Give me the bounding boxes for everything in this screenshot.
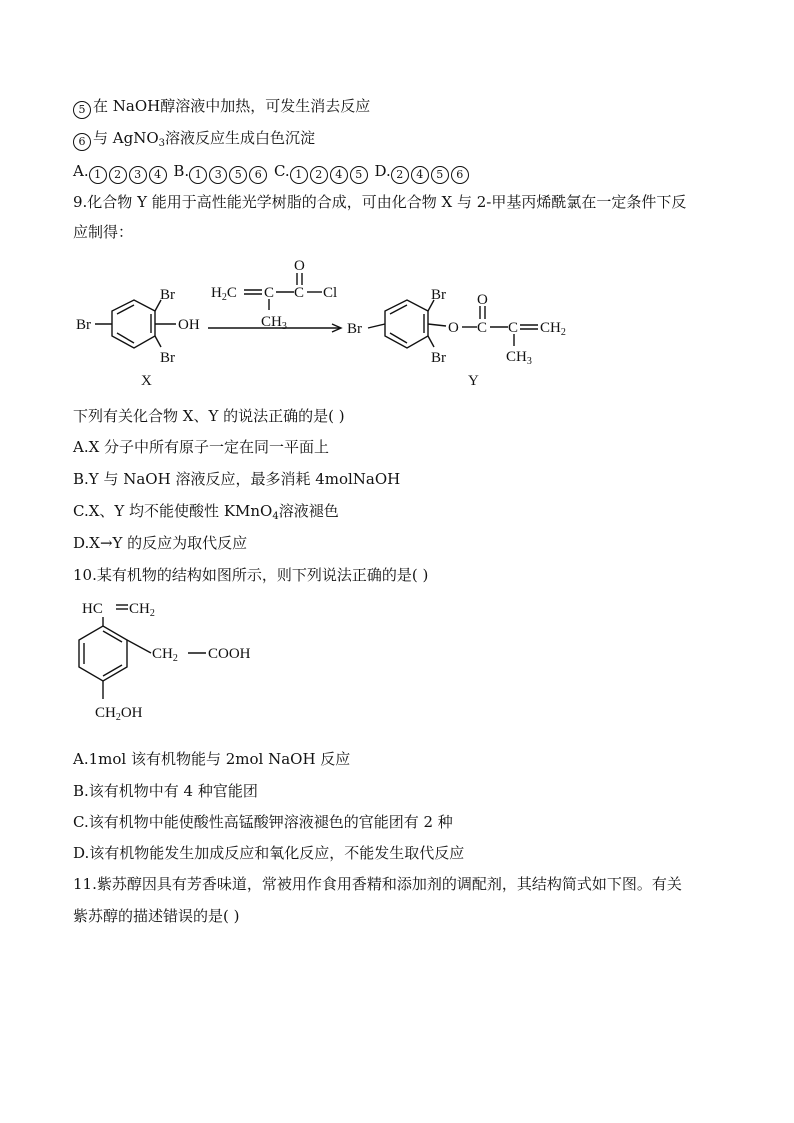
- x-oh: OH: [178, 317, 200, 333]
- reagent-c-mid: C: [264, 285, 275, 301]
- reagent-o: O: [294, 258, 305, 274]
- q9-stem-line-2: 应制得：: [73, 223, 134, 241]
- option-label: D.: [374, 162, 391, 180]
- x-br-left: Br: [76, 317, 91, 333]
- q9-option-c: [73, 501, 339, 527]
- circled-number: 3: [209, 166, 227, 184]
- q8-item-5-text: 在 NaOH醇溶液中加热，可发生消去反应: [93, 97, 371, 115]
- q9-reaction-scheme: [0, 250, 794, 400]
- q10-option-d: D.该有机物能发生加成反应和氧化反应，不能发生取代反应: [73, 844, 465, 862]
- circled-number: 3: [129, 166, 147, 184]
- circled-number: 6: [249, 166, 267, 184]
- option-label: B.: [173, 162, 190, 180]
- q9-question: 下列有关化合物 X、Y 的说法正确的是( ): [73, 407, 345, 425]
- circled-number: 4: [330, 166, 348, 184]
- q8-options: [73, 161, 471, 184]
- y-label: Y: [468, 373, 479, 389]
- q11-stem-line-1: 11.紫苏醇因具有芳香味道，常被用作食用香精和添加剂的调配剂，其结构简式如下图。有关: [73, 875, 682, 893]
- x-br-bottom: Br: [160, 350, 175, 366]
- reagent-c-right: C: [294, 285, 305, 301]
- circled-number: 1: [189, 166, 207, 184]
- circled-number: 5: [229, 166, 247, 184]
- ch2oh-group: $CH_2OH$: [95, 705, 143, 723]
- q8-item-6-text-pre: 与 AgNO: [93, 129, 159, 147]
- q8-item-6-text-post: 溶液反应生成白色沉淀: [165, 129, 316, 147]
- q10-option-b: B.该有机物中有 4 种官能团: [73, 782, 258, 800]
- subscript: 3: [158, 138, 166, 149]
- option-label: A.: [73, 162, 89, 180]
- circled-number: 5: [350, 166, 368, 184]
- y-br-left: Br: [347, 321, 362, 337]
- y-carbonyl-o: O: [477, 292, 488, 308]
- circled-number: 4: [411, 166, 429, 184]
- q9-option-c-post: 溶液褪色: [278, 502, 339, 520]
- q8-item-6: [73, 128, 315, 154]
- subscript: 4: [272, 511, 279, 522]
- y-ester-o: O: [448, 320, 459, 336]
- x-br-top: Br: [160, 287, 175, 303]
- vinyl-ch2: $CH_2$: [129, 601, 155, 619]
- circled-number: 1: [89, 166, 107, 184]
- reagent-cl: Cl: [323, 285, 338, 301]
- q9-option-c-pre: C.X、Y 均不能使酸性 KMnO: [73, 502, 273, 520]
- circled-number: 2: [109, 166, 127, 184]
- y-br-bottom: Br: [431, 350, 446, 366]
- q10-stem: 10.某有机物的结构如图所示，则下列说法正确的是( ): [73, 566, 429, 584]
- circled-number: 5: [431, 166, 449, 184]
- option-label: C.: [273, 162, 290, 180]
- q9-option-d: D.X→Y 的反应为取代反应: [73, 534, 248, 552]
- q9-option-a: A.X 分子中所有原子一定在同一平面上: [73, 438, 330, 456]
- circled-number: 1: [290, 166, 308, 184]
- reagent-ch3: $CH_3$: [261, 314, 287, 332]
- y-ch3: $CH_3$: [506, 349, 532, 367]
- circled-number: 5: [73, 101, 91, 119]
- cooh-group: COOH: [208, 646, 251, 662]
- q11-stem-line-2: 紫苏醇的描述错误的是( ): [73, 907, 240, 925]
- circled-number: 6: [73, 133, 91, 151]
- side-chain-ch2: $CH_2$: [152, 646, 178, 664]
- q9-option-b: B.Y 与 NaOH 溶液反应，最多消耗 4molNaOH: [73, 470, 401, 488]
- q10-option-c: C.该有机物中能使酸性高锰酸钾溶液褪色的官能团有 2 种: [73, 813, 453, 831]
- circled-number: 6: [451, 166, 469, 184]
- q8-item-5: [73, 96, 370, 119]
- reagent-h2c: $H_2C$: [211, 285, 237, 303]
- y-alkene-c: C: [508, 320, 519, 336]
- x-label: X: [141, 373, 152, 389]
- vinyl-hc: HC: [82, 601, 103, 617]
- y-carbonyl-c: C: [477, 320, 488, 336]
- circled-number: 2: [391, 166, 409, 184]
- q9-stem-line-1: 9.化合物 Y 能用于高性能光学树脂的合成，可由化合物 X 与 2-甲基丙烯酰氯在一定条件下反: [73, 193, 687, 211]
- q10-structure: [0, 592, 794, 742]
- q10-option-a: A.1mol 该有机物能与 2mol NaOH 反应: [73, 750, 351, 768]
- circled-number: 4: [149, 166, 167, 184]
- y-ch2: $CH_2$: [540, 320, 566, 338]
- circled-number: 2: [310, 166, 328, 184]
- y-br-top: Br: [431, 287, 446, 303]
